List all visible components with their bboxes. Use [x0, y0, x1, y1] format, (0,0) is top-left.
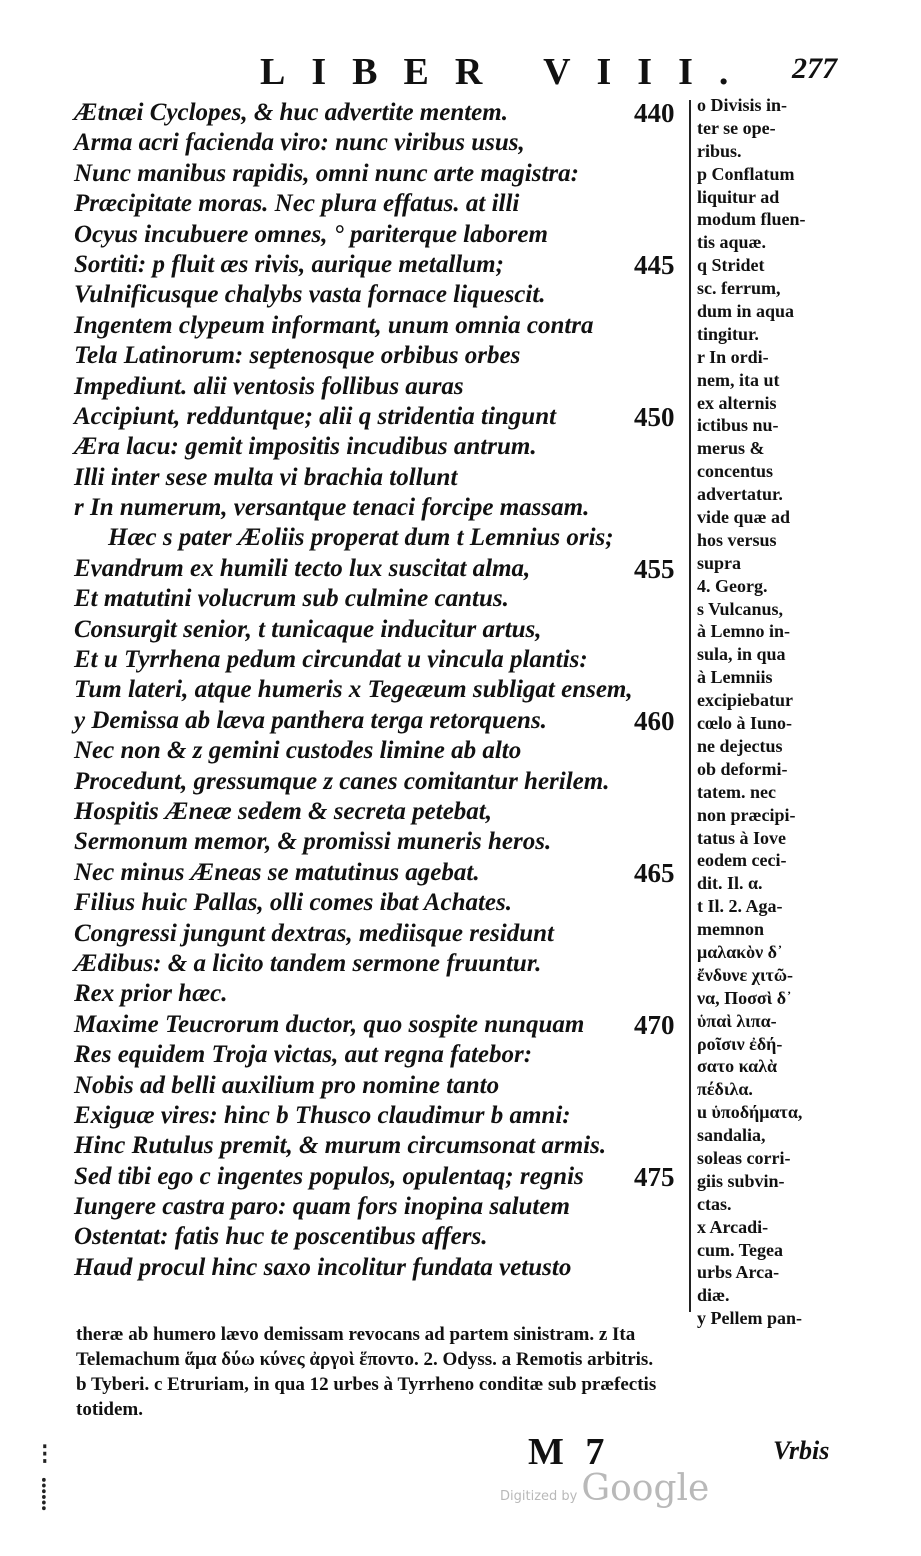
- marginal-note-line: tis aquæ.: [697, 232, 767, 253]
- verse-text: Ostentat: fatis huc te poscentibus affers.: [74, 1223, 488, 1251]
- verse-line: [74, 706, 694, 736]
- verse-line: [74, 979, 694, 1009]
- marginal-note-line: ροῖσιν ἐδή-: [697, 1033, 783, 1054]
- verse-line: [74, 736, 694, 766]
- marginal-note-line: memnon: [697, 919, 764, 940]
- marginal-note-line: u ὑποδήματα,: [697, 1102, 803, 1123]
- verse-text: Et matutini volucrum sub culmine cantus.: [74, 585, 509, 613]
- marginal-note-line: hos versus: [697, 529, 777, 550]
- verse-text: Sermonum memor, & promissi muneris heros.: [74, 828, 552, 856]
- catchword: Vrbis: [773, 1436, 830, 1465]
- marginal-note-line: soleas corri-: [697, 1147, 791, 1168]
- marginal-note-line: q Stridet: [697, 255, 765, 276]
- verse-text: Congressi jungunt dextras, mediisque residunt: [74, 919, 554, 947]
- verse-text: Exiguæ vires: hinc b Thusco claudimur b amni:: [74, 1101, 571, 1129]
- footnote-line: theræ ab humero lævo demissam revocans ad partem sinistram. z Ita: [76, 1324, 636, 1345]
- verse-line: [74, 888, 694, 918]
- verse-line: [74, 1071, 694, 1101]
- verse-line: [74, 554, 694, 584]
- verse-line: [74, 584, 694, 614]
- verse-line: [74, 1010, 694, 1040]
- verse-line: [74, 1192, 694, 1222]
- marginal-note-line: dum in aqua: [697, 301, 795, 322]
- verse-line: [74, 341, 694, 371]
- verse-line: [74, 402, 694, 432]
- marginal-note-line: modum fluen-: [697, 209, 806, 230]
- marginal-note-line: ctas.: [697, 1193, 732, 1214]
- footnote-line: b Tyberi. c Etruriam, in qua 12 urbes à Tyrrheno conditæ sub præfectis: [76, 1374, 657, 1395]
- marginal-note-line: y Pellem pan-: [697, 1308, 802, 1329]
- verse-text: Præcipitate moras. Nec plura effatus. at illi: [74, 190, 520, 218]
- verse-text: Hospitis Æneæ sedem & secreta petebat,: [74, 797, 492, 825]
- marginal-note-line: μαλακὸν δ᾽: [697, 941, 784, 962]
- marginal-note-line: tingitur.: [697, 323, 759, 344]
- marginal-note-line: vide quæ ad: [697, 507, 791, 528]
- verse-line: [74, 523, 694, 553]
- verse-number: 440: [634, 98, 675, 128]
- verse-text: Accipiunt, redduntque; alii q stridentia tingunt: [74, 402, 557, 430]
- marginal-note-line: sandalia,: [697, 1125, 766, 1146]
- verse-line: [74, 797, 694, 827]
- marginal-note-line: x Arcadi-: [697, 1216, 769, 1237]
- marginal-note-line: ex alternis: [697, 392, 777, 413]
- verse-line: [74, 1162, 694, 1192]
- footnote-line: Telemachum ἅμα δύω κύνες ἀργοὶ ἕποντο. 2. Odyss. a Remotis arbitris.: [76, 1349, 654, 1370]
- verse-line: [74, 372, 694, 402]
- verse-line: [74, 463, 694, 493]
- verse-line: [74, 493, 694, 523]
- marginal-note-line: eodem ceci-: [697, 850, 787, 871]
- verse-number: 445: [634, 249, 675, 280]
- column-divider: [689, 100, 691, 1312]
- verse-text: Et u Tyrrhena pedum circundat u vincula plantis:: [74, 646, 588, 674]
- verse-line: [74, 189, 694, 219]
- verse-text: Ingentem clypeum informant, unum omnia contra: [74, 311, 594, 339]
- verse-text: Hinc Rutulus premit, & murum circumsonat armis.: [74, 1132, 607, 1160]
- verse-text: Maxime Teucrorum ductor, quo sospite nunquam: [74, 1010, 585, 1038]
- signature-mark: M 7: [528, 1431, 611, 1473]
- verse-text: r In numerum, versantque tenaci forcipe massam.: [74, 494, 590, 522]
- verse-text: Nunc manibus rapidis, omni nunc arte magistra:: [74, 159, 579, 187]
- verse-line: [74, 1101, 694, 1131]
- watermark-logo-text: Google: [581, 1468, 710, 1509]
- watermark-small-text: Digitized by: [500, 1489, 578, 1504]
- verse-number: 460: [634, 705, 675, 736]
- marginal-note-line: ob deformi-: [697, 758, 788, 779]
- verse-line: [74, 615, 694, 645]
- marginal-note-line: liquitur ad: [697, 186, 780, 207]
- verse-text: Illi inter sese multa vi brachia tollunt: [74, 463, 458, 491]
- marginal-note-line: p Conflatum: [697, 163, 795, 184]
- marginal-note-line: sc. ferrum,: [697, 278, 781, 299]
- marginal-note-line: tatem. nec: [697, 781, 776, 802]
- marginal-note-line: tatus à Iove: [697, 827, 786, 848]
- marginal-note-line: ἔνδυνε χιτῶ-: [697, 964, 793, 985]
- verse-text: Ocyus incubuere omnes, ° pariterque laborem: [74, 220, 548, 248]
- verse-text: Ædibus: & a licito tandem sermone fruuntur.: [74, 949, 542, 977]
- marginal-note-line: diæ.: [697, 1285, 730, 1306]
- marginal-note-line: t Il. 2. Aga-: [697, 896, 783, 917]
- verse-line: [74, 280, 694, 310]
- verse-line: [74, 858, 694, 888]
- verse-number: 455: [634, 553, 675, 584]
- verse-text: Filius huic Pallas, olli comes ibat Achates.: [74, 889, 513, 917]
- verse-text: Iungere castra paro: quam fors inopina salutem: [74, 1193, 570, 1221]
- marginal-note-line: giis subvin-: [697, 1170, 785, 1191]
- marginal-note-line: πέδιλα.: [697, 1079, 753, 1100]
- verse-line: [74, 159, 694, 189]
- marginal-note-line: σατο καλὰ: [697, 1056, 778, 1077]
- verse-text: y Demissa ab læva panthera terga retorquens.: [74, 706, 547, 734]
- verse-line: [74, 98, 694, 128]
- verse-line: [74, 1131, 694, 1161]
- footnote-block: [76, 1322, 846, 1422]
- verse-text: Rex prior hæc.: [74, 980, 228, 1008]
- verse-text: Vulnificusque chalybs vasta fornace liquescit.: [74, 281, 546, 309]
- verse-line: [74, 1040, 694, 1070]
- digitization-watermark: [500, 1468, 709, 1509]
- verse-text: Sortiti: p fluit æs rivis, aurique metallum;: [74, 250, 504, 278]
- marginal-note-line: à Lemniis: [697, 667, 773, 688]
- marginal-note-line: concentus: [697, 461, 773, 482]
- verse-text: Haud procul hinc saxo incolitur fundata vetusto: [74, 1253, 572, 1281]
- verse-line: [74, 1253, 694, 1283]
- verse-line: [74, 827, 694, 857]
- verse-line: [74, 250, 694, 280]
- marginal-note-line: να, Ποσσὶ δ᾽: [697, 987, 793, 1008]
- marginal-note-line: ribus.: [697, 140, 742, 161]
- marginal-note-line: ὑπαὶ λιπα-: [697, 1010, 777, 1031]
- verse-line: [74, 949, 694, 979]
- verse-line: [74, 675, 694, 705]
- verse-number: 470: [634, 1009, 675, 1040]
- marginal-note-line: ne dejectus: [697, 735, 783, 756]
- marginal-notes: [697, 94, 917, 1330]
- verse-line: [74, 220, 694, 250]
- marginal-note-line: advertatur.: [697, 484, 783, 505]
- running-head: LIBER VIII.: [260, 51, 755, 93]
- verse-text: Nec non & z gemini custodes limine ab alto: [74, 737, 522, 765]
- marginal-note-line: cœlo à Iuno-: [697, 713, 793, 734]
- verse-text: Æra lacu: gemit impositis incudibus antrum.: [74, 433, 537, 461]
- verse-line: [74, 128, 694, 158]
- marginal-note-line: excipiebatur: [697, 690, 793, 711]
- margin-marks: ⁝ ⸽: [40, 1438, 50, 1511]
- marginal-note-line: s Vulcanus,: [697, 598, 784, 619]
- marginal-note-line: sula, in qua: [697, 644, 786, 665]
- verse-number: 450: [634, 401, 675, 432]
- verse-text: Ætnæi Cyclopes, & huc advertite mentem.: [74, 99, 508, 126]
- verse-text: Tela Latinorum: septenosque orbibus orbes: [74, 342, 521, 370]
- verse-text: Impediunt. alii ventosis follibus auras: [74, 372, 464, 400]
- marginal-note-line: dit. Il. α.: [697, 873, 763, 894]
- verse-line: [74, 1222, 694, 1252]
- marginal-note-line: merus &: [697, 438, 765, 459]
- verse-text: Procedunt, gressumque z canes comitantur herilem.: [74, 767, 610, 795]
- verse-line: [74, 645, 694, 675]
- verse-text: Consurgit senior, t tunicaque inducitur artus,: [74, 615, 542, 643]
- marginal-note-line: cum. Tegea: [697, 1239, 784, 1260]
- marginal-note-line: o Divisis in-: [697, 95, 788, 115]
- verse-text: Hæc s pater Æoliis properat dum t Lemnius oris;: [108, 524, 614, 552]
- verse-text: Res equidem Troja victas, aut regna fatebor:: [74, 1041, 533, 1069]
- verse-number: 465: [634, 857, 675, 888]
- marginal-note-line: supra: [697, 552, 742, 573]
- marginal-note-line: ter se ope-: [697, 117, 776, 138]
- verse-line: [74, 311, 694, 341]
- verse-text: Arma acri facienda viro: nunc viribus usus,: [74, 129, 525, 157]
- marginal-note-line: r In ordi-: [697, 346, 769, 367]
- marginal-note-line: à Lemno in-: [697, 621, 791, 642]
- verse-line: [74, 767, 694, 797]
- marginal-note-line: 4. Georg.: [697, 575, 768, 596]
- verse-text: Nobis ad belli auxilium pro nomine tanto: [74, 1071, 500, 1099]
- marginal-note-line: nem, ita ut: [697, 369, 780, 390]
- marginal-note-line: urbs Arca-: [697, 1262, 780, 1283]
- marginal-note-line: non præcipi-: [697, 804, 796, 825]
- verse-line: [74, 432, 694, 462]
- verse-text: Sed tibi ego c ingentes populos, opulentaq; regnis: [74, 1162, 584, 1190]
- verse-line: [74, 919, 694, 949]
- verse-text: Nec minus Æneas se matutinus agebat.: [74, 858, 480, 886]
- page-number: 277: [792, 52, 837, 85]
- verse-block: [74, 98, 694, 1283]
- verse-text: Evandrum ex humili tecto lux suscitat alma,: [74, 554, 531, 582]
- footnote-line: totidem.: [76, 1399, 144, 1420]
- marginal-note-line: ictibus nu-: [697, 415, 779, 436]
- verse-text: Tum lateri, atque humeris x Tegeæum subligat ensem,: [74, 676, 633, 704]
- verse-number: 475: [634, 1161, 675, 1192]
